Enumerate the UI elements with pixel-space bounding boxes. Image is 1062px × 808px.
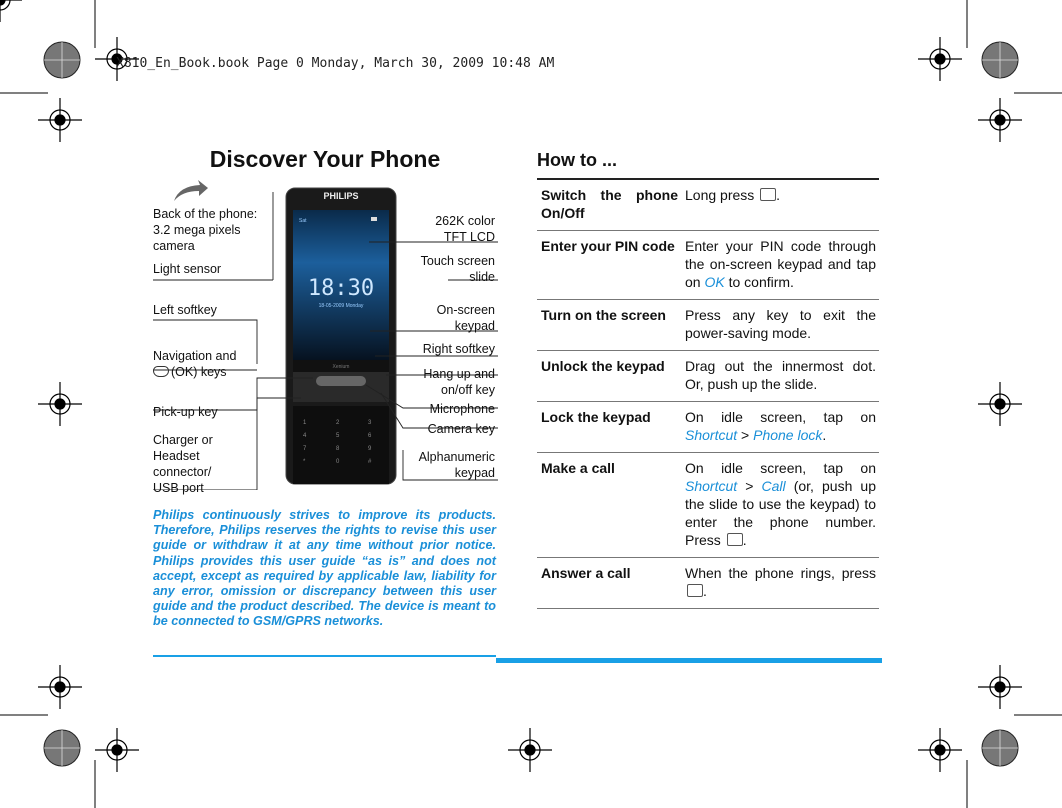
svg-text:3: 3 bbox=[368, 420, 372, 426]
label-hangup-key: Hang up and on/off key bbox=[423, 367, 495, 397]
label-lcd: 262K color TFT LCD bbox=[435, 214, 495, 244]
svg-text:2: 2 bbox=[336, 420, 340, 426]
label-right-softkey: Right softkey bbox=[422, 342, 495, 356]
discover-title: Discover Your Phone bbox=[209, 146, 441, 172]
label-microphone: Microphone bbox=[429, 402, 495, 416]
table-row: Answer a call When the phone rings, press . bbox=[537, 558, 879, 609]
svg-text:5: 5 bbox=[336, 433, 340, 439]
table-row: Enter your PIN code Enter your PIN code through the on-screen keypad and tap on OK to confirm. bbox=[537, 231, 879, 300]
table-row: Turn on the screen Press any key to exit the power-saving mode. bbox=[537, 300, 879, 351]
table-row: Unlock the keypad Drag out the innermost dot. Or, push up the slide. bbox=[537, 351, 879, 402]
svg-text:4: 4 bbox=[303, 433, 307, 439]
svg-text:*: * bbox=[303, 459, 306, 465]
svg-text:6: 6 bbox=[368, 433, 372, 439]
label-camera-key: Camera key bbox=[427, 422, 495, 436]
svg-text:0: 0 bbox=[336, 459, 340, 465]
howto-table bbox=[537, 178, 879, 609]
howto-title: How to ... bbox=[537, 150, 617, 170]
svg-text:#: # bbox=[368, 459, 372, 465]
label-left-softkey: Left softkey bbox=[153, 303, 217, 317]
disclaimer-underline bbox=[153, 655, 496, 657]
pickup-key-icon bbox=[727, 533, 743, 546]
page-header-stamp: X810_En_Book.book Page 0 Monday, March 30, 2009 10:48 AM bbox=[116, 56, 555, 71]
navigation-key-icon bbox=[153, 366, 169, 377]
svg-text:8: 8 bbox=[336, 446, 340, 452]
label-onscreen-keypad: On-screen keypad bbox=[436, 303, 495, 333]
label-back-camera: Back of the phone: 3.2 mega pixels camera bbox=[153, 207, 258, 253]
phone-clock: 18:30 bbox=[307, 276, 375, 301]
phone-brand: PHILIPS bbox=[323, 191, 359, 201]
label-navigation-keys: Navigation and (OK) keys bbox=[153, 349, 237, 379]
label-pickup-key: Pick-up key bbox=[153, 405, 218, 419]
disclaimer-text: Philips continuously strives to improve its products. Therefore, Philips reserves the rights to revise this user guide or withdraw it at any time without prior notice. Philips provides this user guide “as is” and does not accept, except as required by applicable law, liability for any error, omission or discrepancy between this user guide and the product described. The device is meant to be connected to GSM/GPRS networks. bbox=[153, 508, 496, 629]
table-row: Lock the keypad On idle screen, tap on Shortcut > Phone lock. bbox=[537, 402, 879, 453]
svg-text:18-05-2009 Monday: 18-05-2009 Monday bbox=[318, 303, 364, 309]
svg-text:7: 7 bbox=[303, 446, 307, 452]
page-accent-bar bbox=[496, 658, 882, 663]
label-touch-slide: Touch screen slide bbox=[420, 254, 495, 284]
label-charger-port: Charger or Headset connector/ USB port bbox=[153, 433, 213, 495]
svg-text:Xenium: Xenium bbox=[332, 364, 350, 370]
table-row: Switch the phone On/Off Long press . bbox=[537, 179, 879, 231]
power-key-icon bbox=[760, 188, 776, 201]
svg-text:9: 9 bbox=[368, 446, 372, 452]
svg-text:Sat: Sat bbox=[299, 218, 307, 224]
pickup-key-icon bbox=[687, 584, 703, 597]
rotate-arrow-icon bbox=[174, 180, 208, 201]
table-row: Make a call On idle screen, tap on Shortcut > Call (or, push up the slide to use the keypad) to enter the phone number. Press . bbox=[537, 453, 879, 558]
label-light-sensor: Light sensor bbox=[153, 262, 222, 276]
label-alphanumeric-keypad: Alphanumeric keypad bbox=[418, 450, 495, 480]
svg-text:1: 1 bbox=[303, 420, 307, 426]
